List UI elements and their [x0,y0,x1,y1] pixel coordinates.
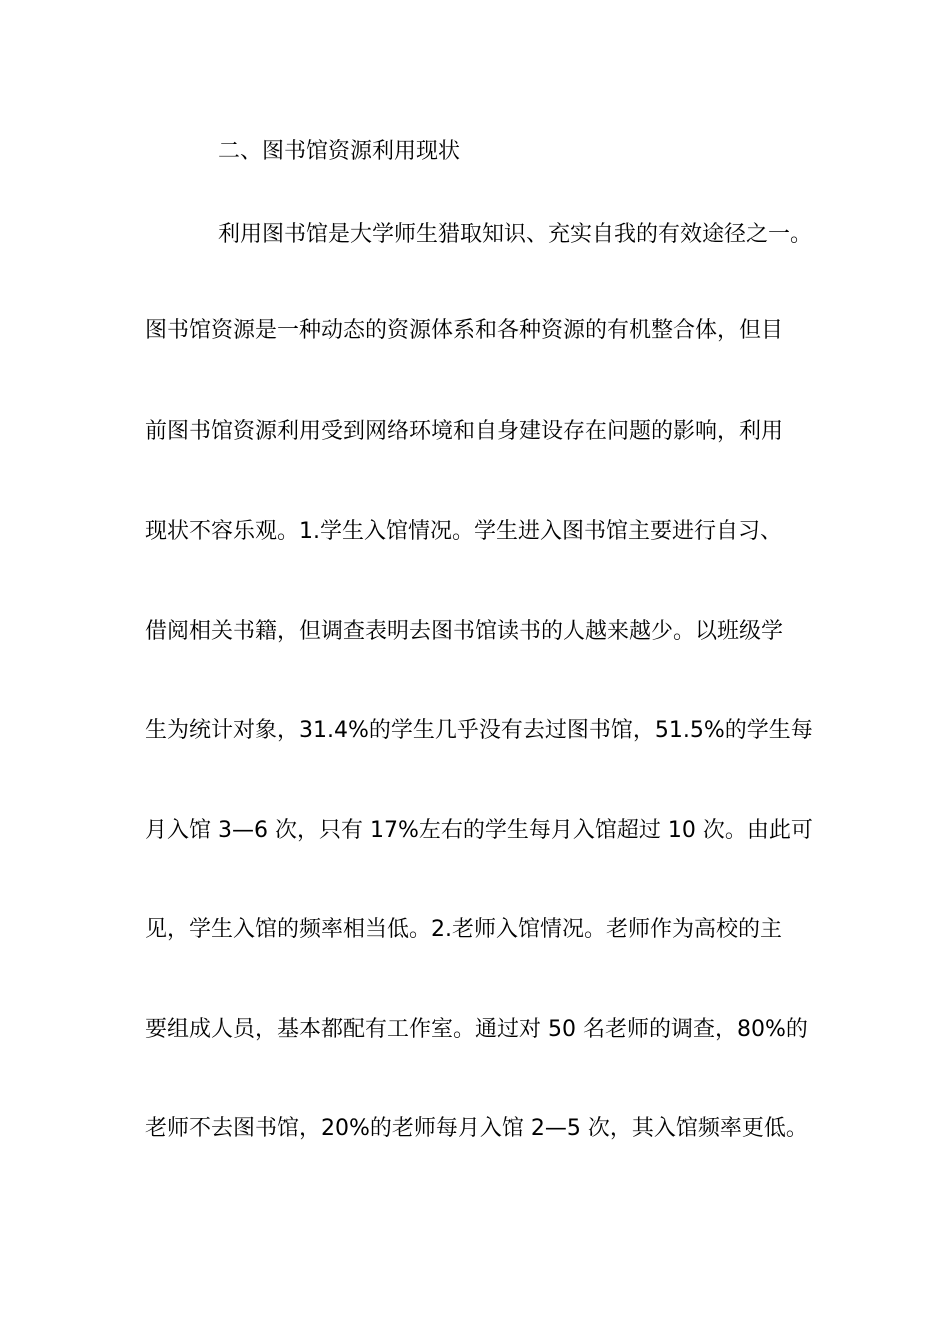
paragraph-line-6: 生为统计对象，31.4%的学生几乎没有去过图书馆，51.5%的学生每 [145,718,813,743]
paragraph-line-8: 见，学生入馆的频率相当低。2.老师入馆情况。老师作为高校的主 [145,917,782,942]
paragraph-line-10: 老师不去图书馆，20%的老师每月入馆 2—5 次，其入馆频率更低。 [145,1116,808,1141]
paragraph-line-5: 借阅相关书籍，但调查表明去图书馆读书的人越来越少。以班级学 [145,619,784,644]
paragraph-line-3: 前图书馆资源利用受到网络环境和自身建设存在问题的影响，利用 [145,419,784,444]
paragraph-line-7: 月入馆 3—6 次，只有 17%左右的学生每月入馆超过 10 次。由此可 [145,818,813,843]
paragraph-line-4: 现状不容乐观。1.学生入馆情况。学生进入图书馆主要进行自习、 [145,519,782,544]
paragraph-line-2: 图书馆资源是一种动态的资源体系和各种资源的有机整合体，但目 [145,318,784,343]
paragraph-line-9: 要组成人员，基本都配有工作室。通过对 50 名老师的调查，80%的 [145,1017,808,1042]
section-heading: 二、图书馆资源利用现状 [218,139,461,164]
paragraph-line-1: 利用图书馆是大学师生猎取知识、充实自我的有效途径之一。 [218,222,813,247]
